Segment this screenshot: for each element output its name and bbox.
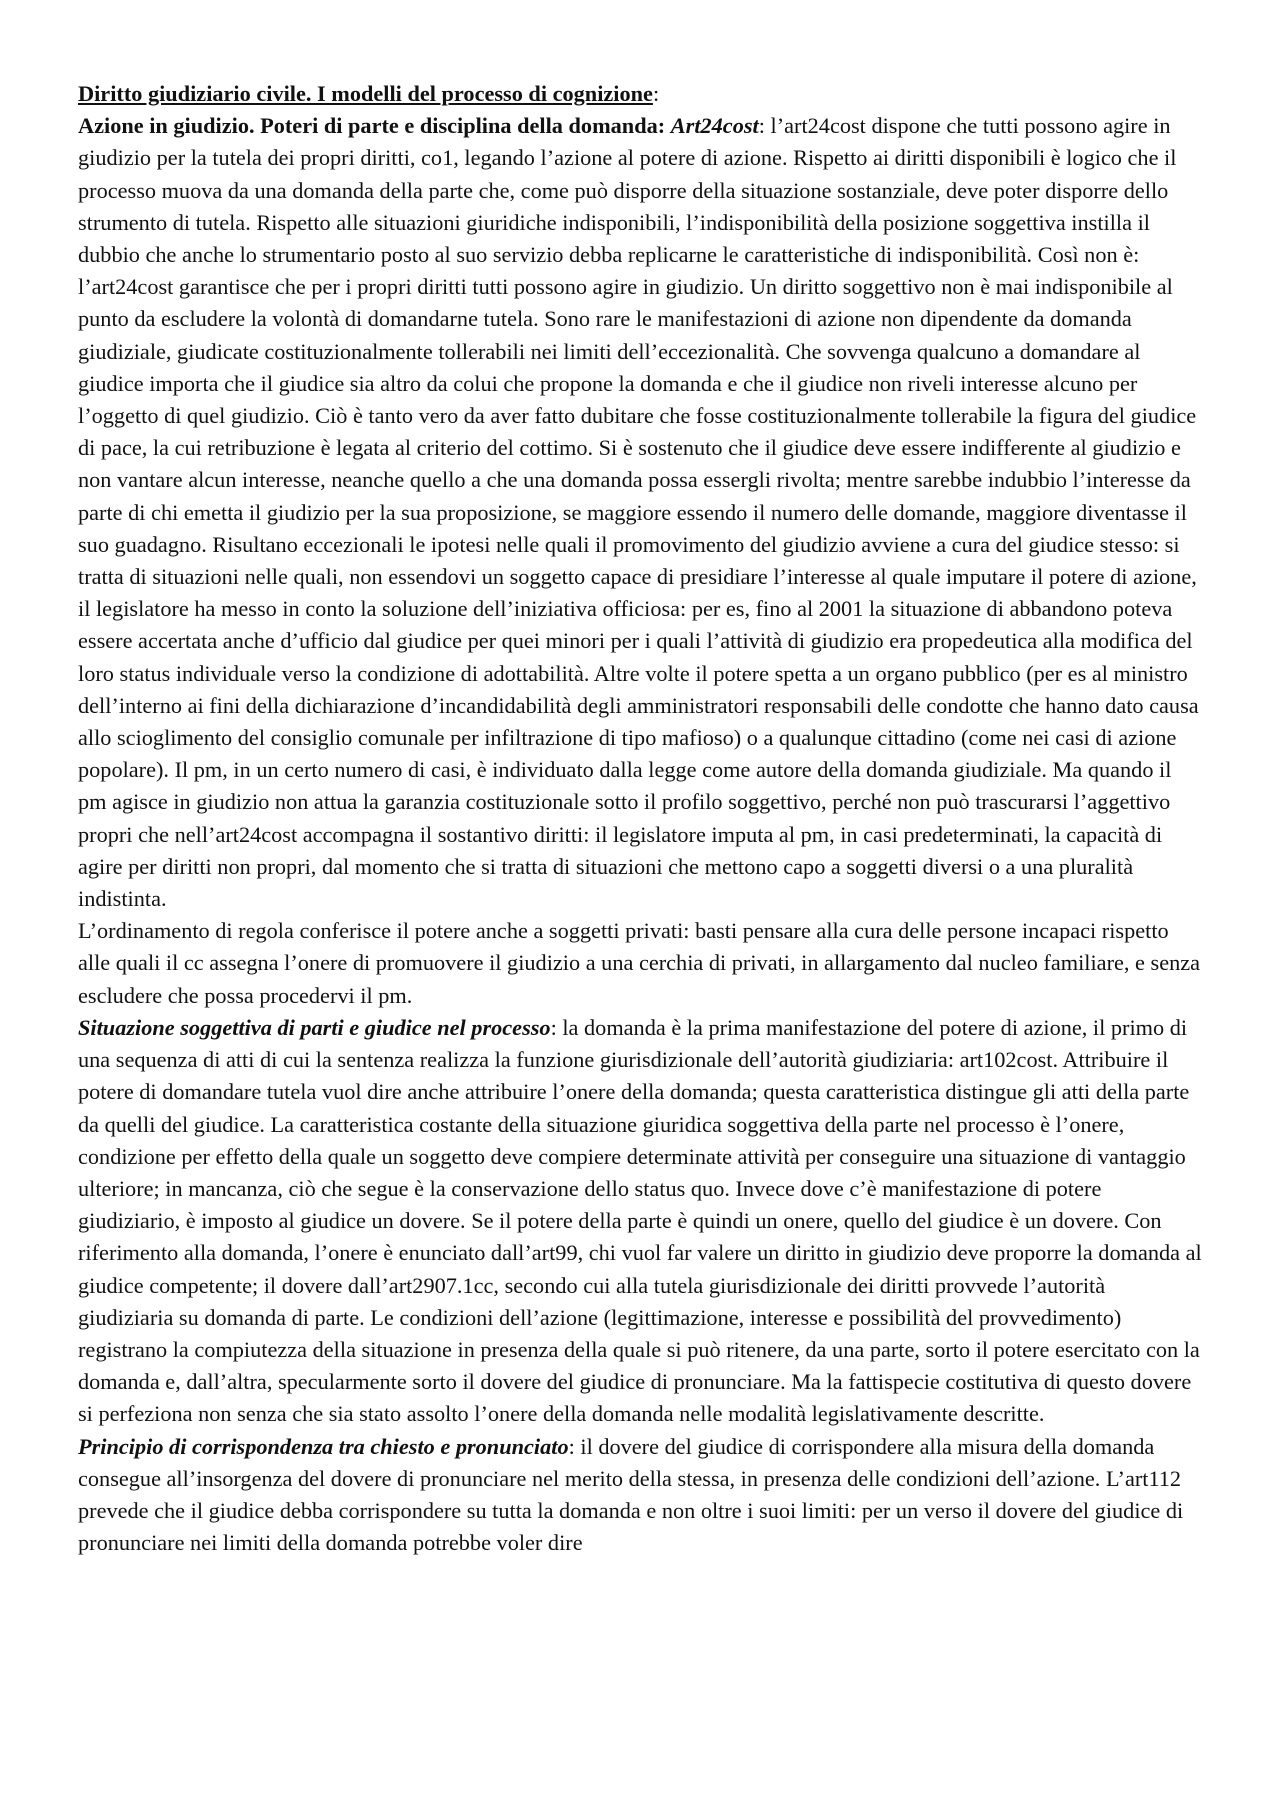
section-heading-azione: Azione in giudizio. Poteri di parte e disciplina della domanda: — [78, 113, 666, 139]
section-heading-corrispondenza-punct: : — [568, 1433, 575, 1459]
section-corrispondenza-paragraph — [78, 1431, 1204, 1560]
section-azione-paragraph-2 — [78, 915, 1204, 1012]
section-situazione-text: la domanda è la prima manifestazione del potere di azione, il primo di una sequenza di atti di cui la sentenza realizza la funzione giurisdizionale dell’autorità giudiziaria: art102cost. Attribuire il potere di domandare tutela vuol dire anche attribuire l’onere della domanda; questa caratteristica distingue gli atti della parte da quelli del giudice. La caratteristica costante della situazione giuridica soggettiva della parte nel processo è l’onere, condizione per effetto della quale un soggetto deve compiere determinate attività per conseguire una situazione di vantaggio ulteriore; in mancanza, ciò che segue è la conservazione dello status quo. Invece dove c’è manifestazione di potere giudiziario, è imposto al giudice un dovere. Se il potere della parte è quindi un onere, quello del giudice è un dovere. Con riferimento alla domanda, l’onere è enunciato dall’art99, chi vuol far valere un diritto in giudizio deve proporre la domanda al giudice competente; il dovere dall’art2907.1cc, secondo cui alla tutela giurisdizionale dei diritti provvede l’autorità giudiziaria su domanda di parte. Le condizioni dell’azione (legittimazione, interesse e possibilità del provvedimento) registrano la compiutezza della situazione in presenza della quale si può ritenere, da una parte, sorto il potere esercitato con la domanda e, dall’altra, specularmente sorto il dovere del giudice di pronunciare. Ma la fattispecie costitutiva di questo dovere si perfeziona non senza che sia stato assolto l’onere della domanda nelle modalità legislativamente descritte. — [78, 1014, 1202, 1427]
section-heading-azione-punct: : — [758, 113, 765, 139]
document-title-suffix: : — [652, 81, 660, 106]
section-azione-text-1: l’art24cost dispone che tutti possono agire in giudizio per la tutela dei propri diritti, co1, legando l’azione al potere di azione. Rispetto ai diritti disponibili è logico che il processo muova da una domanda della parte che, come può disporre della situazione sostanziale, deve poter disporre dello strumento di tutela. Rispetto alle situazioni giuridiche indisponibili, l’indisponibilità della posizione soggettiva instilla il dubbio che anche lo strumentario posto al suo servizio debba replicarne le caratteristiche di indisponibilità. Così non è: l’art24cost garantisce che per i propri diritti tutti possono agire in giudizio. Un diritto soggettivo non è mai indisponibile al punto da escludere la volontà di domandarne tutela. Sono rare le manifestazioni di azione non dipendente da domanda giudiziale, giudicate costituzionalmente tollerabili nei limiti dell’eccezionalità. Che sovvenga qualcuno a domandare al giudice importa che il giudice sia altro da colui che propone la domanda e che il giudice non riveli interesse alcuno per l’oggetto di quel giudizio. Ciò è tanto vero da aver fatto dubitare che fosse costituzionalmente tollerabile la figura del giudice di pace, la cui retribuzione è legata al criterio del cottimo. Si è sostenuto che il giudice deve essere indifferente al giudizio e non vantare alcun interesse, neanche quello a che una domanda possa essergli rivolta; mentre sarebbe indubbio l’interesse da parte di chi emetta il giudizio per la sua proposizione, se maggiore essendo il numero delle domande, maggiore diventasse il suo guadagno. Risultano eccezionali le ipotesi nelle quali il promovimento del giudizio avviene a cura del giudice stesso: si tratta di situazioni nelle quali, non essendovi un soggetto capace di presidiare l’interesse al quale imputare il potere di azione, il legislatore ha messo in conto la soluzione dell’iniziativa officiosa: per es, fino al 2001 la situazione di abbandono poteva essere accertata anche d’ufficio dal giudice per quei minori per i quali l’attività di giudizio era propedeutica alla modifica del loro status individuale verso la condizione di adottabilità. Altre volte il potere spetta a un organo pubblico (per es al ministro dell’interno ai fini della dichiarazione d’incandidabilità degli amministratori responsabili delle condotte che hanno dato causa allo scioglimento del consiglio comunale per infiltrazione di tipo mafioso) o a qualunque cittadino (come nei casi di azione popolare). Il pm, in un certo numero di casi, è individuato dalla legge come autore della domanda giudiziale. Ma quando il pm agisce in giudizio non attua la garanzia costituzionale sotto il profilo soggettivo, perché non può trascurarsi l’aggettivo propri che nell’art24cost accompagna il sostantivo diritti: il legislatore imputa al pm, in casi predeterminati, la capacità di agire per diritti non propri, dal momento che si tratta di situazioni che mettono capo a soggetti diversi o a una pluralità indistinta. — [78, 113, 1199, 912]
section-azione-text-2: L’ordinamento di regola conferisce il potere anche a soggetti privati: basti pensare alla cura delle persone incapaci rispetto alle quali il cc assegna l’onere di promuovere il giudizio a una cerchia di privati, in allargamento dal nucleo familiare, e senza escludere che possa procedervi il pm. — [78, 918, 1201, 1008]
section-corrispondenza-text: il dovere del giudice di corrispondere alla misura della domanda consegue all’insorgenza del dovere di pronunciare nel merito della stessa, in presenza delle condizioni dell’azione. L’art112 prevede che il giudice debba corrispondere su tutta la domanda e non oltre i suoi limiti: per un verso il dovere del giudice di pronunciare nei limiti della domanda potrebbe voler dire — [78, 1433, 1184, 1556]
section-heading-corrispondenza: Principio di corrispondenza tra chiesto e pronunciato — [78, 1433, 569, 1459]
section-heading-situazione-punct: : — [550, 1014, 557, 1040]
document-title-text: Diritto giudiziario civile. I modelli del processo di cognizione — [78, 81, 653, 106]
section-azione-paragraph-1 — [78, 110, 1204, 915]
section-heading-art24cost: Art24cost — [670, 113, 759, 139]
document-body — [78, 78, 1204, 1559]
section-heading-situazione: Situazione soggettiva di parti e giudice nel processo — [78, 1014, 551, 1040]
section-situazione-paragraph — [78, 1012, 1204, 1431]
document-title — [78, 78, 1204, 110]
